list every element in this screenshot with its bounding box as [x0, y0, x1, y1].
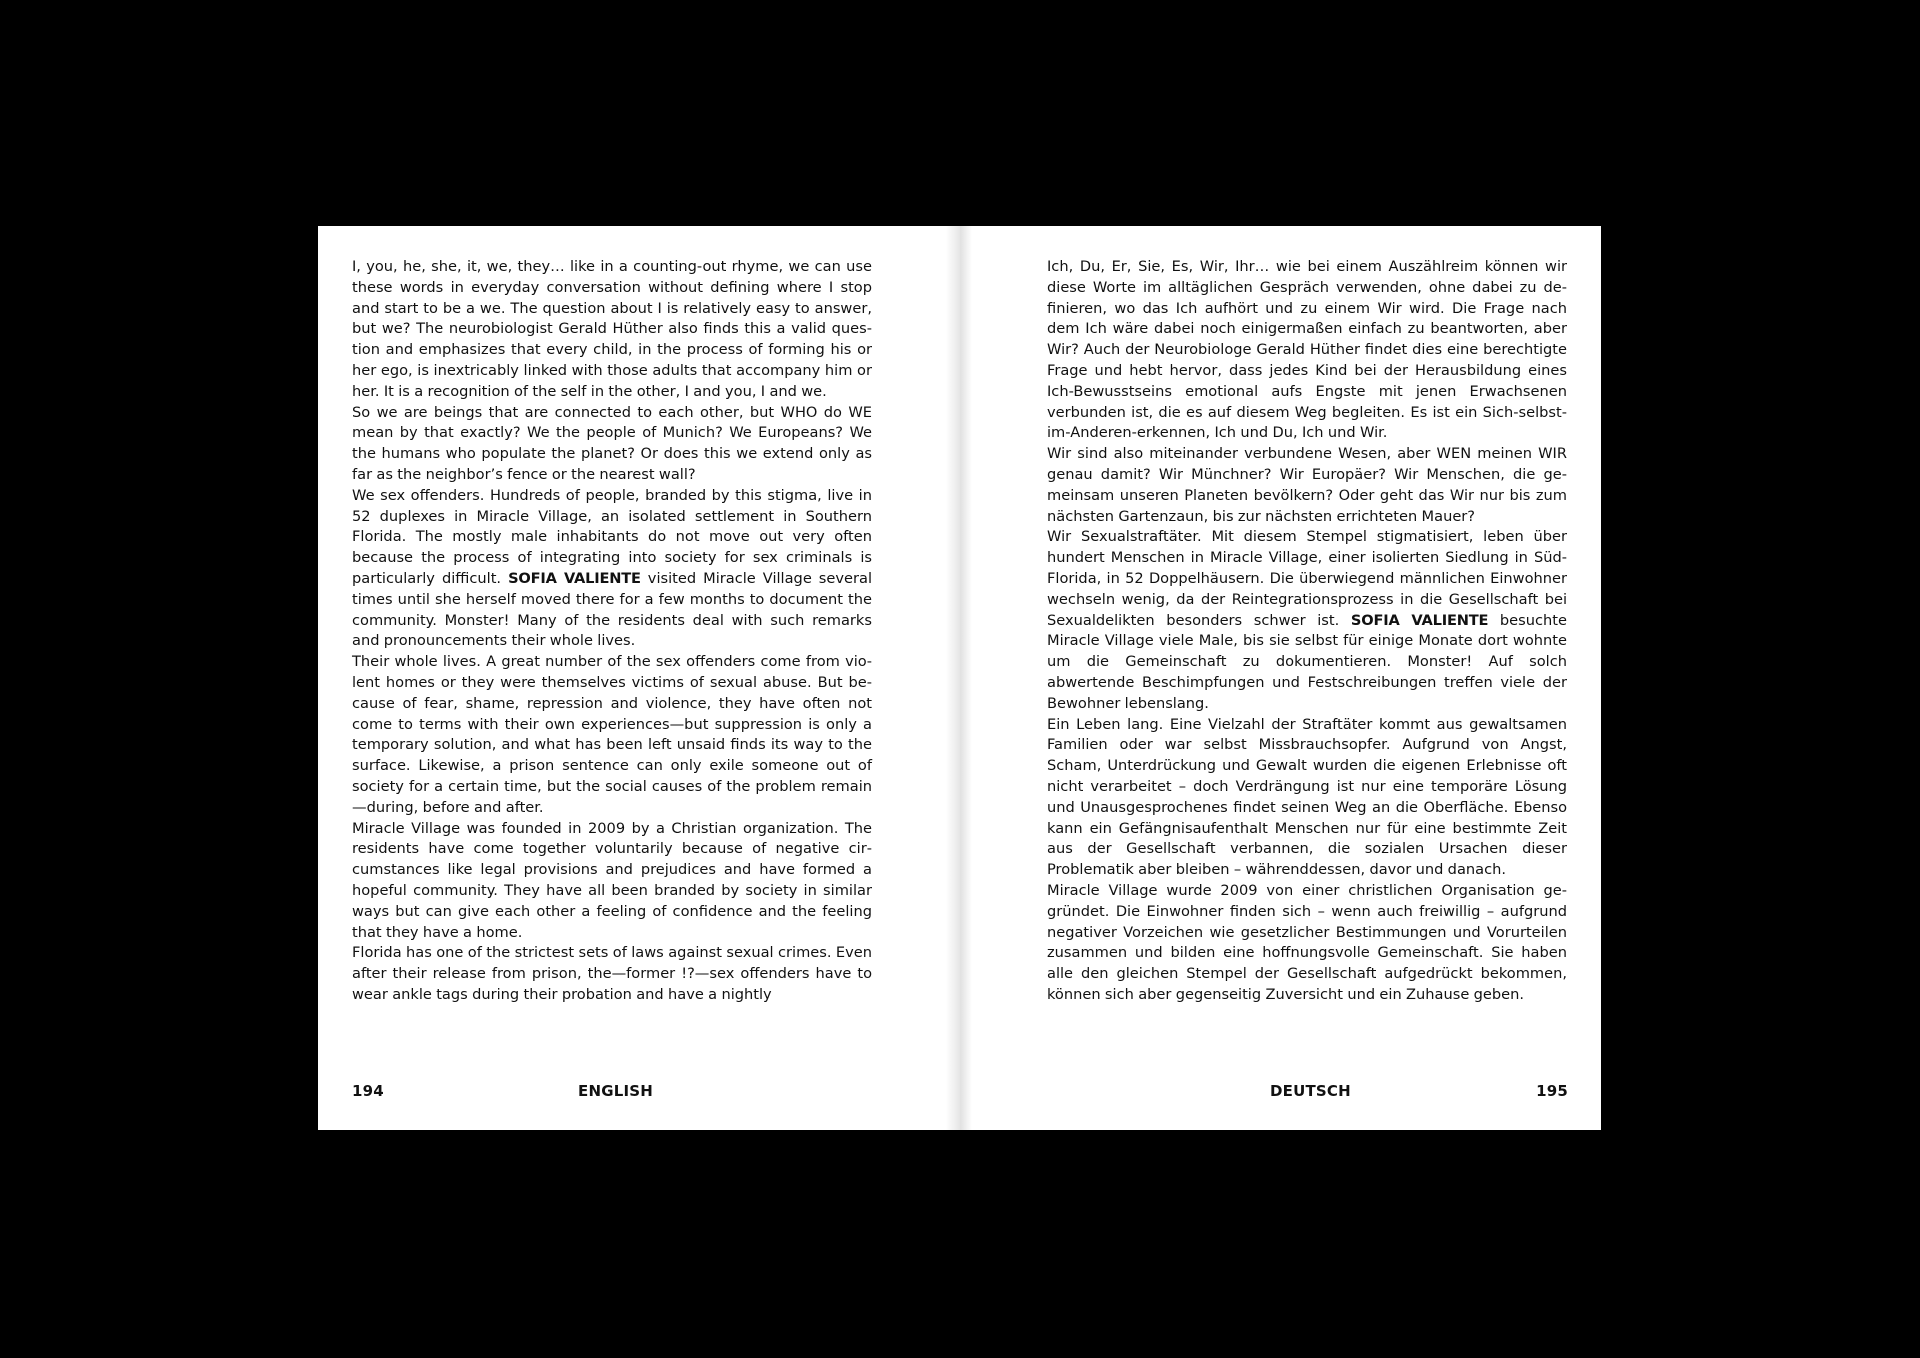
paragraph: Florida has one of the strictest sets of laws against sexual crimes. Even after their release from prison, the—former !?—sex offenders have to wear ankle tags during their probation and have a nightly: [352, 944, 872, 1003]
gutter-shadow: [960, 226, 972, 1130]
left-page: [318, 226, 960, 1130]
section-label: ENGLISH: [578, 1082, 654, 1100]
paragraph: I, you, he, she, it, we, they… like in a counting-out rhyme, we can use these words in everyday conversation without defining where I stop and start to be a we. The question about I is relatively easy to answer, but we? The neurobiologist Gerald Hüther also finds this a valid question and emphasizes that every child, in the process of forming his or her ego, is inextricably linked with those adults that accompany him or her. It is a recognition of the self in the other, I and you, I and we.: [352, 258, 872, 400]
paragraph: Miracle Village was founded in 2009 by a Christian organization. The residents have come together voluntarily because of negative circumstances like legal provisions and prejudices and have formed a hopeful community. They have all been branded by society in similar ways but can give each other a feeling of confidence and the feeling that they have a home.: [352, 819, 872, 941]
artist-name: SOFIA VALIENTE: [508, 569, 641, 587]
paragraph: So we are beings that are connected to each other, but WHO do WE mean by that exactly? We the people of Munich? We Europeans? We the humans who populate the planet? Or does this we extend only as far as the neighbor’s fence or the nearest wall?: [352, 403, 872, 483]
paragraph: We sex offenders. Hundreds of people, branded by this stigma, live in 52 duplexes in Miracle Village, an isolated settlement in Southern Florida. The mostly male inhabitants do not move out very often because the process of integrating into society for sex criminals is particularly difficult. SOFIA VALIENTE visited Miracle Village several times until she herself moved there for a few months to document the community. Monster! Many of the residents deal with such remarks and pronouncements their whole lives.: [352, 486, 872, 650]
gutter-shadow: [946, 226, 960, 1130]
artist-name: SOFIA VALIENTE: [1350, 611, 1489, 629]
page-number: 195: [1536, 1082, 1568, 1100]
german-body-text: [1047, 257, 1567, 1006]
section-label: DEUTSCH: [1270, 1082, 1351, 1100]
english-body-text: [352, 257, 872, 1006]
right-page: [960, 226, 1601, 1130]
paragraph: Ich, Du, Er, Sie, Es, Wir, Ihr… wie bei einem Auszählreim können wir diese Worte im alltäglichen Gespräch verwenden, ohne dabei zu definieren, wo das Ich aufhört und zu einem Wir wird. Die Frage nach dem Ich wäre dabei noch einigermaßen einfach zu beantworten, aber Wir? Auch der Neurobiologe Gerald Hüther findet dies eine berechtigte Frage und hebt hervor, dass jedes Kind bei der Herausbildung eines Ich-Bewusstseins emotional aufs Engste mit jenen Erwachsenen verbunden ist, die es auf diesem Weg begleiten. Es ist ein Sich-selbst-im-Anderen-erkennen, Ich und Du, Ich und Wir.: [1047, 258, 1567, 442]
paragraph: Wir Sexualstraftäter. Mit diesem Stempel stigmatisiert, leben über hundert Menschen in Miracle Village, einer isolierten Siedlung in Süd-Florida, in 52 Doppelhäusern. Die überwiegend männlichen Einwohner wechseln wenig, da der Reintegrationsprozess in die Gesellschaft bei Sexualdelikten besonders schwer ist. SOFIA VALIENTE besuchte Miracle Village viele Male, bis sie selbst für einige Monate dort wohnte um die Gemeinschaft zu dokumentieren. Monster! Auf solch abwertende Beschimpfungen und Festschreibungen treffen viele der Bewohner lebenslang.: [1047, 528, 1567, 712]
paragraph: Their whole lives. A great number of the sex offenders come from violent homes or they were themselves victims of sexual abuse. But because of fear, shame, repression and violence, they have often not come to terms with their own experiences—but suppression is only a temporary solution, and what has been left unsaid finds its way to the surface. Likewise, a prison sentence can only exile someone out of society for a certain time, but the social causes of the problem remain—during, before and after.: [352, 653, 872, 816]
book-spread: [318, 226, 1601, 1130]
paragraph: Miracle Village wurde 2009 von einer christlichen Organisation gegründet. Die Einwohner finden sich – wenn auch freiwillig – aufgrund negativer Vorzeichen wie gesetzlicher Bestimmungen und Vorurteilen zusammen und bilden eine hoffnungsvolle Gemeinschaft. Sie haben alle den gleichen Stempel der Gesellschaft aufgedrückt bekommen, können sich aber gegenseitig Zuversicht und ein Zuhause geben.: [1047, 881, 1567, 1003]
paragraph: Wir sind also miteinander verbundene Wesen, aber WEN meinen WIR genau damit? Wir Münchner? Wir Europäer? Wir Menschen, die gemeinsam unseren Planeten bevölkern? Oder geht das Wir nur bis zum nächsten Gartenzaun, bis zur nächsten errichteten Mauer?: [1047, 445, 1567, 525]
page-number: 194: [352, 1082, 384, 1100]
paragraph: Ein Leben lang. Eine Vielzahl der Straftäter kommt aus gewaltsamen Familien oder war selbst Missbrauchsopfer. Aufgrund von Angst, Scham, Unterdrückung und Gewalt wurden die eigenen Erlebnisse oft nicht verarbeitet – doch Verdrängung ist nur eine temporäre Lösung und Unausgesprochenes findet seinen Weg an die Oberfläche. Ebenso kann ein Gefängnisaufenthalt Menschen nur für eine bestimmte Zeit aus der Gesellschaft verbannen, die sozialen Ursachen dieser Problematik aber bleiben – währenddessen, davor und danach.: [1047, 715, 1567, 879]
